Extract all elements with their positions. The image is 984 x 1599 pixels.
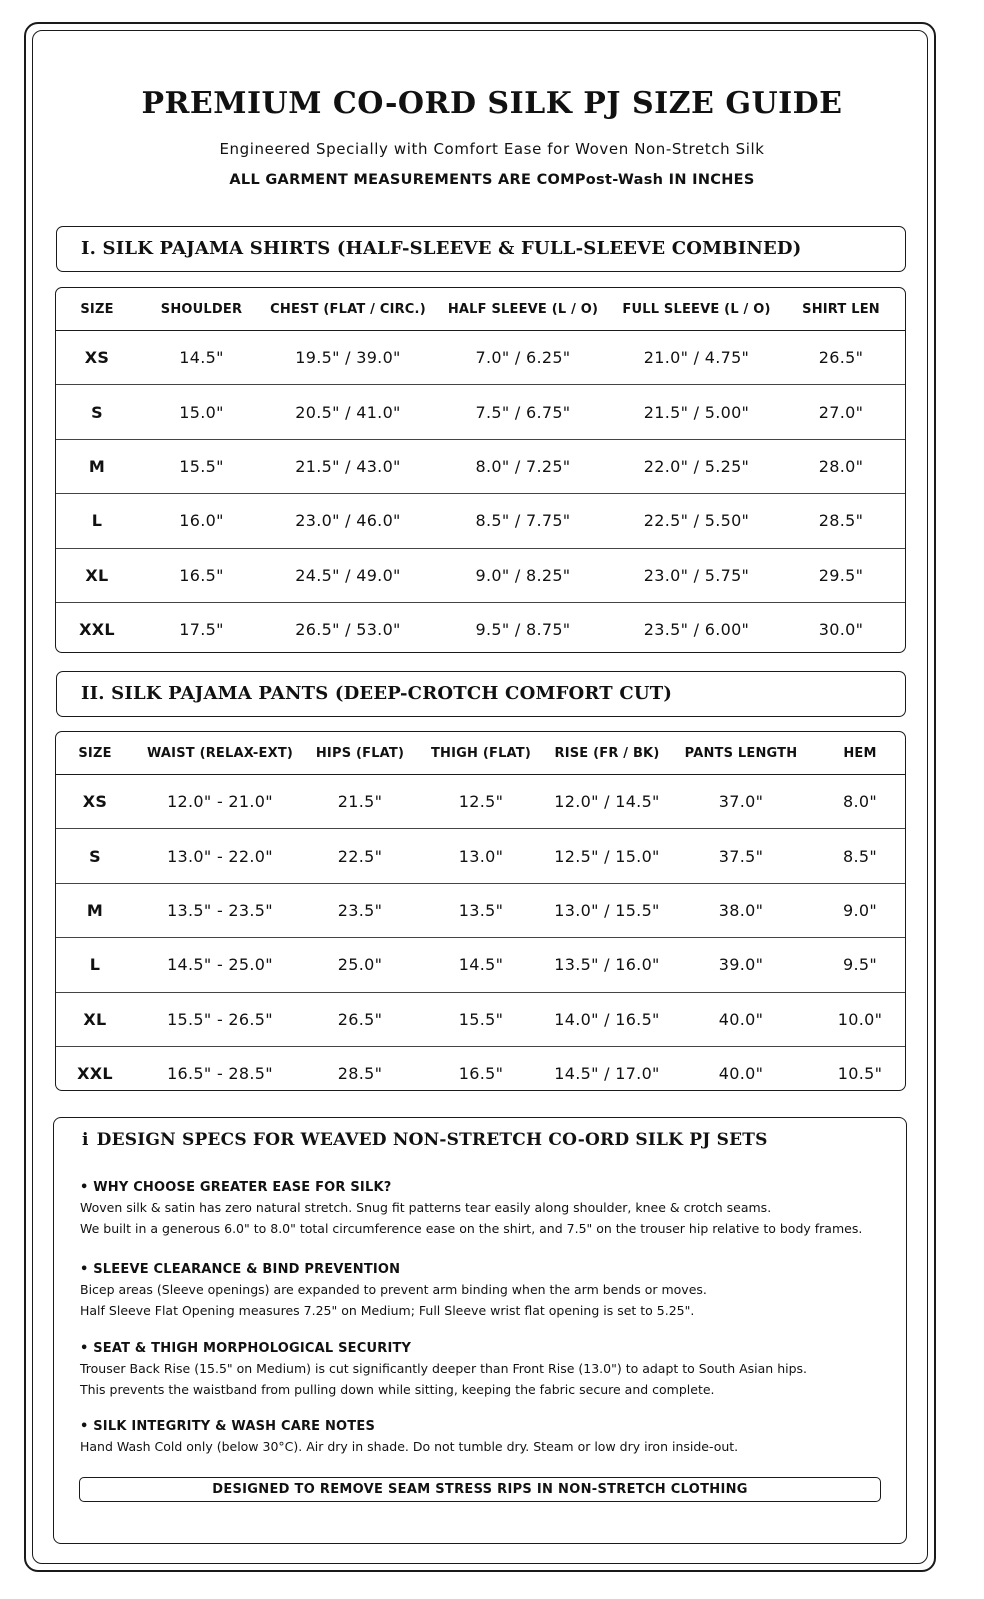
size-label: S — [91, 402, 103, 422]
measurement-cell: 40.0" — [718, 1009, 764, 1029]
measurement-cell: 12.0" - 21.0" — [167, 792, 273, 812]
measurement-cell: 8.5" / 7.75" — [475, 511, 571, 531]
measurement-cell: 8.0" / 7.25" — [475, 456, 571, 476]
spec-text: Woven silk & satin has zero natural stretch. Snug fit patterns tear easily along shoulder, knee & crotch seams. — [80, 1200, 772, 1215]
measurement-cell: 25.0" — [337, 955, 383, 975]
measurement-cell: 13.5" — [458, 900, 504, 920]
table-row — [56, 829, 905, 883]
measurement-cell: 24.5" / 49.0" — [295, 565, 401, 585]
measurement-cell: 13.0" — [458, 846, 504, 866]
size-label: XS — [84, 348, 110, 368]
table-row — [56, 993, 905, 1047]
measurement-cell: 9.5" / 8.75" — [475, 620, 571, 640]
measurement-cell: 30.0" — [818, 620, 864, 640]
table-row — [56, 494, 905, 548]
design-specs-panel — [53, 1117, 907, 1544]
measurement-cell: 12.5" / 15.0" — [554, 846, 660, 866]
measurement-cell: 15.5" - 26.5" — [167, 1009, 273, 1029]
spec-heading: • SILK INTEGRITY & WASH CARE NOTES — [80, 1419, 376, 1434]
size-label: M — [86, 900, 104, 920]
measurement-cell: 7.5" / 6.75" — [475, 402, 571, 422]
measurement-cell: 10.5" — [837, 1064, 883, 1084]
table-header-row — [56, 732, 905, 775]
measurement-cell: 37.5" — [718, 846, 764, 866]
measurement-cell: 26.5" — [818, 348, 864, 368]
spec-block — [80, 1339, 880, 1400]
measurement-cell: 23.0" / 5.75" — [643, 565, 750, 585]
measurement-cell: 14.5" — [179, 348, 224, 368]
table-header-row — [56, 288, 905, 331]
measurement-cell: 28.5" — [818, 511, 864, 531]
measurement-cell: 38.0" — [718, 900, 764, 920]
spec-heading: • SEAT & THIGH MORPHOLOGICAL SECURITY — [80, 1341, 412, 1356]
spec-block — [80, 1260, 880, 1321]
measurement-cell: 9.0" / 8.25" — [475, 565, 571, 585]
measurement-cell: 21.5" — [337, 792, 383, 812]
spec-text: This prevents the waistband from pulling down while sitting, keeping the fabric secure and complete. — [80, 1381, 715, 1397]
column-header: SHIRT LEN — [802, 301, 880, 317]
table-row — [56, 603, 905, 653]
column-header: SIZE — [78, 745, 112, 761]
measurement-cell: 27.0" — [818, 402, 864, 422]
specs-title — [82, 1130, 768, 1150]
measurement-cell: 7.0" / 6.25" — [475, 348, 571, 368]
size-label: XS — [82, 792, 108, 812]
size-label: XL — [83, 1009, 107, 1029]
measurement-cell: 37.0" — [718, 792, 764, 812]
shirts-section-heading: I. SILK PAJAMA SHIRTS (HALF-SLEEVE & FULL-SLEEVE COMBINED) — [56, 226, 906, 272]
measurement-cell: 16.0" — [179, 511, 224, 531]
table-row — [56, 440, 905, 494]
table-row — [56, 331, 905, 385]
column-header: RISE (FR / BK) — [554, 745, 660, 761]
measurement-cell: 22.0" / 5.25" — [643, 456, 750, 476]
measurement-cell: 16.5" — [458, 1064, 504, 1084]
spec-block — [80, 1178, 880, 1239]
measurement-cell: 23.0" / 46.0" — [295, 511, 401, 531]
pants-size-table — [55, 731, 906, 1091]
measurement-cell: 12.5" — [458, 792, 504, 812]
column-header: HALF SLEEVE (L / O) — [447, 301, 599, 317]
measurement-cell: 19.5" / 39.0" — [295, 348, 401, 368]
size-label: XXL — [79, 620, 115, 640]
spec-heading: • WHY CHOOSE GREATER EASE FOR SILK? — [80, 1180, 392, 1195]
pants-section-heading: II. SILK PAJAMA PANTS (DEEP-CROTCH COMFORT CUT) — [56, 671, 906, 717]
spec-text: We built in a generous 6.0" to 8.0" total circumference ease on the shirt, and 7.5" on the trouser hip relative to body frames. — [80, 1220, 863, 1236]
measurement-cell: 39.0" — [718, 955, 764, 975]
column-header: HEM — [843, 745, 877, 761]
shirts-size-table — [55, 287, 906, 653]
table-row — [56, 1047, 905, 1091]
column-header: PANTS LENGTH — [684, 745, 798, 761]
measurement-cell: 16.5" - 28.5" — [167, 1064, 273, 1084]
measurement-cell: 21.5" / 5.00" — [643, 402, 750, 422]
measurement-cell: 10.0" — [837, 1009, 883, 1029]
info-icon: i — [82, 1130, 89, 1150]
measurement-cell: 13.0" / 15.5" — [554, 900, 660, 920]
measurement-cell: 26.5" / 53.0" — [295, 620, 401, 640]
column-header: FULL SLEEVE (L / O) — [622, 301, 771, 317]
column-header: SHOULDER — [160, 301, 243, 317]
table-row — [56, 385, 905, 439]
table-row — [56, 549, 905, 603]
measurement-cell: 14.5" — [458, 955, 504, 975]
column-header: WAIST (RELAX-EXT) — [146, 745, 294, 761]
spec-text: Hand Wash Cold only (below 30°C). Air dry in shade. Do not tumble dry. Steam or low dry iron inside-out. — [80, 1439, 739, 1454]
measurement-cell: 15.5" — [458, 1009, 504, 1029]
page-subtitle: Engineered Specially with Comfort Ease for Woven Non-Stretch Silk — [219, 140, 765, 158]
measurement-cell: 22.5" — [337, 846, 383, 866]
measurement-cell: 15.0" — [179, 402, 224, 422]
measurement-cell: 26.5" — [337, 1009, 383, 1029]
table-row — [56, 775, 905, 829]
measurement-cell: 13.5" / 16.0" — [554, 955, 660, 975]
spec-text: Half Sleeve Flat Opening measures 7.25" on Medium; Full Sleeve wrist flat opening is set to 5.25". — [80, 1302, 695, 1318]
measurement-cell: 9.5" — [842, 955, 877, 975]
spec-heading: • SLEEVE CLEARANCE & BIND PREVENTION — [80, 1262, 401, 1277]
measurement-cell: 12.0" / 14.5" — [554, 792, 660, 812]
measurement-cell: 23.5" / 6.00" — [643, 620, 750, 640]
measurement-cell: 9.0" — [842, 900, 877, 920]
spec-text: Bicep areas (Sleeve openings) are expanded to prevent arm binding when the arm bends or moves. — [80, 1282, 707, 1297]
measurement-cell: 13.0" - 22.0" — [167, 846, 273, 866]
measurement-cell: 17.5" — [179, 620, 224, 640]
measurement-cell: 14.0" / 16.5" — [554, 1009, 660, 1029]
measurement-cell: 8.0" — [842, 792, 877, 812]
measurement-cell: 21.0" / 4.75" — [643, 348, 750, 368]
table-row — [56, 884, 905, 938]
measurement-cell: 22.5" / 5.50" — [643, 511, 750, 531]
column-header: CHEST (FLAT / CIRC.) — [270, 301, 426, 317]
column-header: SIZE — [80, 301, 114, 317]
size-label: L — [89, 955, 101, 975]
measurement-cell: 8.5" — [842, 846, 877, 866]
measurement-cell: 14.5" - 25.0" — [167, 955, 273, 975]
measurement-cell: 23.5" — [337, 900, 383, 920]
measurement-cell: 14.5" / 17.0" — [554, 1064, 660, 1084]
size-label: S — [89, 846, 101, 866]
column-header: THIGH (FLAT) — [430, 745, 532, 761]
page-title: PREMIUM CO-ORD SILK PJ SIZE GUIDE — [141, 86, 843, 121]
size-label: M — [88, 456, 106, 476]
footer-note: DESIGNED TO REMOVE SEAM STRESS RIPS IN NON-STRETCH CLOTHING — [79, 1477, 881, 1502]
measurement-cell: 20.5" / 41.0" — [295, 402, 401, 422]
column-header: HIPS (FLAT) — [315, 745, 405, 761]
measurement-cell: 40.0" — [718, 1064, 764, 1084]
size-label: L — [91, 511, 103, 531]
measurement-cell: 15.5" — [179, 456, 224, 476]
measurement-cell: 28.5" — [337, 1064, 383, 1084]
measurement-cell: 29.5" — [818, 565, 864, 585]
measurement-cell: 21.5" / 43.0" — [295, 456, 401, 476]
spec-block — [80, 1417, 880, 1458]
units-note: ALL GARMENT MEASUREMENTS ARE COMPost-Wash IN INCHES — [229, 172, 755, 188]
measurement-cell: 28.0" — [818, 456, 864, 476]
spec-text: Trouser Back Rise (15.5" on Medium) is cut significantly deeper than Front Rise (13.0") to adapt to South Asian hips. — [80, 1361, 808, 1376]
table-row — [56, 938, 905, 992]
size-label: XL — [85, 565, 109, 585]
size-label: XXL — [77, 1064, 113, 1084]
measurement-cell: 16.5" — [179, 565, 224, 585]
measurement-cell: 13.5" - 23.5" — [167, 900, 273, 920]
specs-title-text: DESIGN SPECS FOR WEAVED NON-STRETCH CO-ORD SILK PJ SETS — [96, 1130, 768, 1150]
